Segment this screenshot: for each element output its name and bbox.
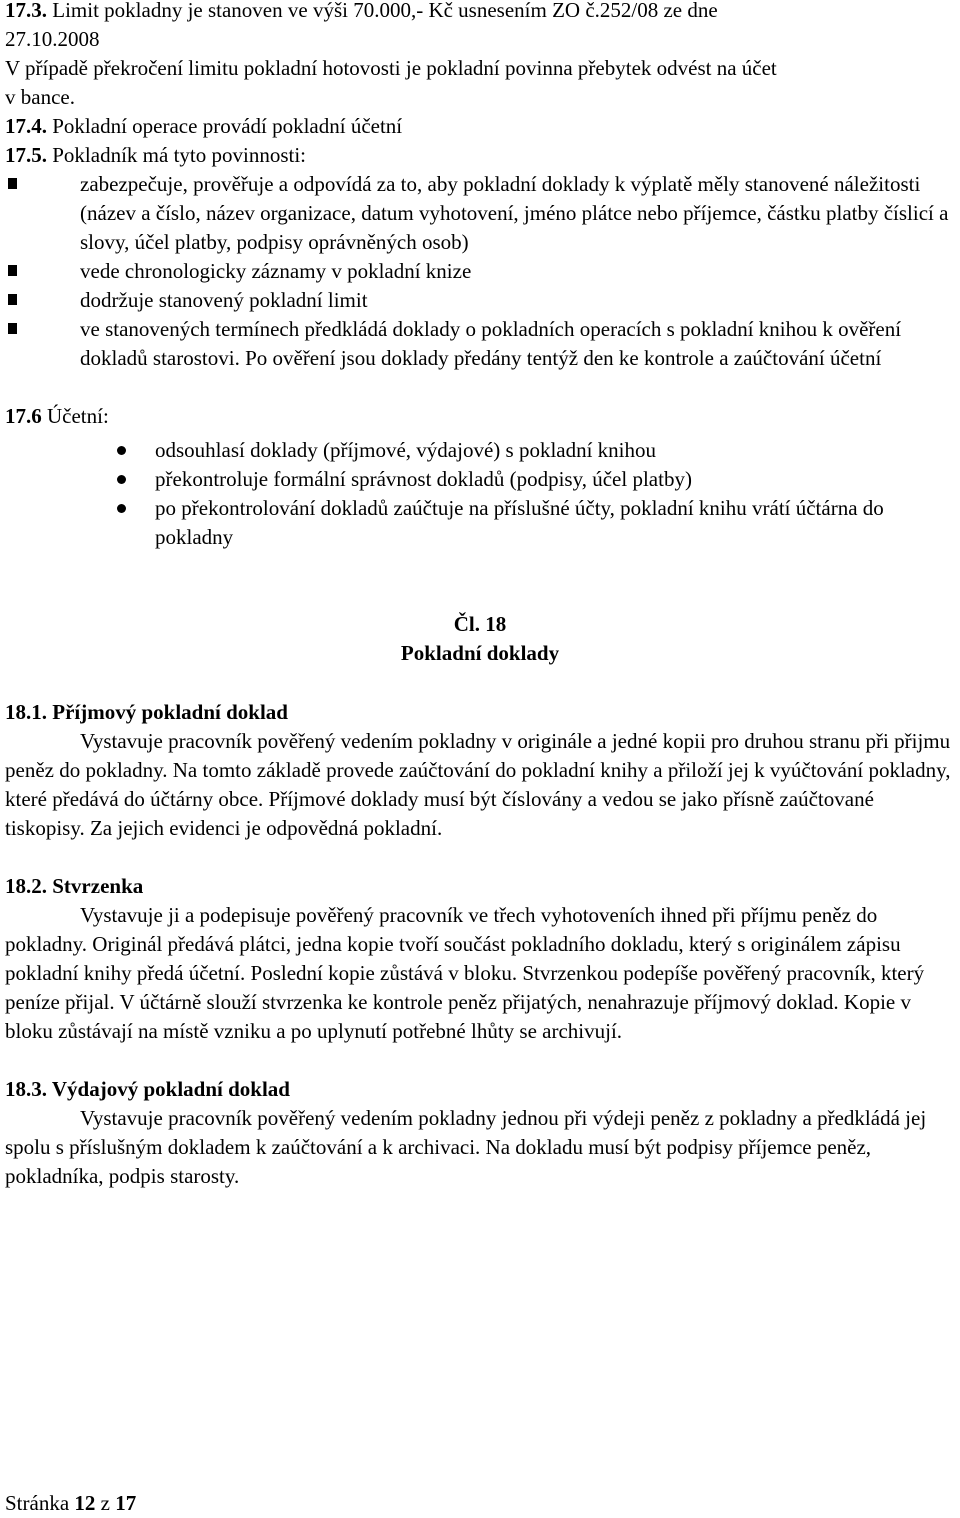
article-title: Pokladní doklady: [400, 641, 560, 665]
footer-label: Stránka: [5, 1491, 75, 1515]
round-bullet-icon: [117, 504, 126, 513]
section-number: 17.5.: [5, 143, 47, 167]
square-bullet-icon: [8, 323, 17, 334]
section-17-6: [5, 402, 955, 431]
article-number: Čl. 18: [453, 612, 507, 636]
square-bullet-icon: [8, 265, 17, 276]
section-17-3: [5, 0, 955, 25]
list-item-text: po překontrolování dokladů zaúčtuje na příslušné účty, pokladní knihu vrátí účtárna do pokladny: [155, 496, 884, 549]
list-item-text: vede chronologicky záznamy v pokladní knize: [80, 259, 472, 283]
section-number: 17.4.: [5, 114, 47, 138]
duties-list: [5, 170, 955, 373]
list-item: [5, 170, 955, 257]
section-text: Účetní:: [41, 404, 109, 428]
list-item-text: dodržuje stanovený pokladní limit: [80, 288, 368, 312]
section-18-3-heading: 18.3. Výdajový pokladní doklad: [5, 1077, 290, 1101]
list-item: [5, 257, 955, 286]
footer-page-number: 12: [74, 1491, 96, 1515]
section-17-4: [5, 112, 955, 141]
list-item-text: zabezpečuje, prověřuje a odpovídá za to, aby pokladní doklady k výplatě měly stanovené náležitosti (název a číslo, název organizace, datum vyhotovení, jméno plátce nebo příjemce, částku platby číslicí a slovy, účel platby, podpisy oprávněných osob): [80, 172, 949, 254]
list-item: [5, 286, 955, 315]
square-bullet-icon: [8, 294, 17, 305]
section-17-3-date: 27.10.2008: [5, 27, 100, 51]
list-item: [5, 315, 955, 373]
section-18-1-body: Vystavuje pracovník pověřený vedením pokladny v originále a jedné kopii pro druhou stranu při přijmu peněz do pokladny. Na tomto základě provede zaúčtování do pokladní knihy a přiloží jej k vyúčtování pokladny, které předává do účtárny obce. Příjmové doklady musí být číslovány a vedou se jako přísně zaúčtované tiskopisy. Za jejich evidenci je odpovědná pokladní.: [5, 729, 951, 840]
section-number: 17.6: [5, 404, 42, 428]
page-footer: [5, 1489, 136, 1518]
section-17-3-line: v bance.: [5, 85, 75, 109]
document-page: [5, 0, 955, 1191]
list-item: [5, 436, 955, 465]
list-item: [5, 465, 955, 494]
section-18-2-body: Vystavuje ji a podepisuje pověřený pracovník ve třech vyhotoveních ihned při příjmu peněz do pokladny. Originál předává plátci, jedna kopie tvoří součást pokladního dokladu, který s originálem zápisu pokladní knihy předá účetní. Poslední kopie zůstává v bloku. Stvrzenkou podepíše pověřený pracovník, který peníze přijal. V účtárně slouží stvrzenka ke kontrole peněz přijatých, nenahrazuje příjmový doklad. Kopie v bloku zůstávají na místě vzniku a po uplynutí potřebné lhůty se archivují.: [5, 903, 925, 1043]
list-item-text: ve stanovených termínech předkládá doklady o pokladních operacích s pokladní knihou k ověření dokladů starostovi. Po ověření jsou doklady předány tentýž den ke kontrole a zaúčtování účetní: [80, 317, 902, 370]
round-bullet-icon: [117, 446, 126, 455]
footer-of: z: [95, 1491, 116, 1515]
list-item-text: překontroluje formální správnost dokladů (podpisy, účel platby): [155, 467, 692, 491]
section-text: Pokladník má tyto povinnosti:: [47, 143, 307, 167]
round-bullet-icon: [117, 475, 126, 484]
section-18-1-heading: 18.1. Příjmový pokladní doklad: [5, 700, 288, 724]
list-item-text: odsouhlasí doklady (příjmové, výdajové) s pokladní knihou: [155, 438, 657, 462]
section-18-2-heading: 18.2. Stvrzenka: [5, 874, 144, 898]
section-17-5: [5, 141, 955, 170]
section-text: Limit pokladny je stanoven ve výši 70.000,- Kč usnesením ZO č.252/08 ze dne: [47, 0, 718, 22]
footer-total-pages: 17: [115, 1491, 137, 1515]
list-item: [5, 494, 955, 552]
section-text: Pokladní operace provádí pokladní účetní: [47, 114, 403, 138]
square-bullet-icon: [8, 178, 17, 189]
section-17-3-line: V případě překročení limitu pokladní hotovosti je pokladní povinna přebytek odvést na účet: [5, 56, 777, 80]
accountant-list: [5, 436, 955, 552]
section-number: 17.3.: [5, 0, 47, 22]
section-18-3-body: Vystavuje pracovník pověřený vedením pokladny jednou při výdeji peněz z pokladny a předkládá jej spolu s příslušným dokladem k zaúčtování a k archivaci. Na dokladu musí být podpisy příjemce peněz, pokladníka, podpis starosty.: [5, 1106, 927, 1188]
